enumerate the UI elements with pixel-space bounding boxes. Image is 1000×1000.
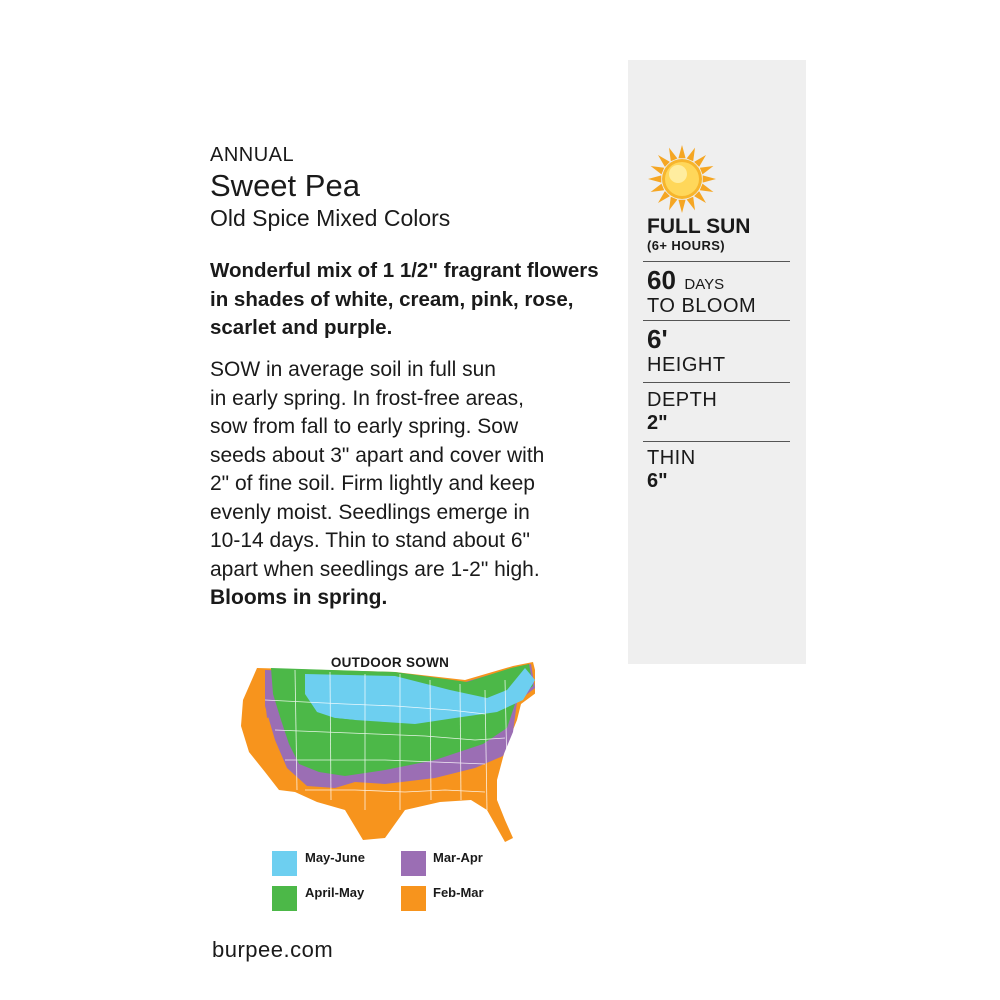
instruction-line: in early spring. In frost-free areas, [210, 386, 524, 410]
instruction-line: SOW in average soil in full sun [210, 358, 496, 381]
sun-ray [648, 175, 661, 182]
bloom-label: TO BLOOM [647, 295, 757, 317]
divider [643, 261, 790, 262]
height-label: HEIGHT [647, 354, 726, 376]
sun-ray [678, 145, 685, 158]
plant-category: ANNUAL [210, 144, 295, 166]
sun-hours: (6+ HOURS) [647, 238, 726, 253]
sowing-instructions [210, 356, 610, 613]
divider [643, 320, 790, 321]
sun-ray [703, 175, 716, 182]
instruction-line: seeds about 3" apart and cover with [210, 443, 545, 467]
sun-ray [687, 197, 695, 211]
divider [643, 382, 790, 383]
legend-label-april-may: April-May [305, 885, 365, 900]
sun-requirement: FULL SUN [647, 215, 751, 238]
legend-swatch-april-may [272, 886, 297, 911]
legend-swatch-may-june [272, 851, 297, 876]
thin-label: THIN [647, 447, 696, 469]
highlight-text: Wonderful mix of 1 1/2" fragrant flowers in shades of white, cream, pink, rose, scarlet and purple. [210, 259, 599, 339]
bloom-days-unit: DAYS [684, 276, 725, 293]
bloom-days-value: 60 [647, 265, 676, 295]
plant-title: Sweet Pea [210, 168, 360, 203]
legend-swatch-feb-mar [401, 886, 426, 911]
divider [643, 441, 790, 442]
legend-label-mar-apr: Mar-Apr [433, 850, 483, 865]
legend-swatch-mar-apr [401, 851, 426, 876]
thin-value: 6" [647, 470, 668, 492]
instruction-line: 10-14 days. Thin to stand about 6" [210, 529, 530, 552]
sun-icon [647, 144, 717, 214]
instruction-line: evenly moist. Seedlings emerge in [210, 500, 530, 524]
sun-ray [678, 200, 685, 213]
legend-label-may-june: May-June [305, 850, 365, 865]
height-value: 6' [647, 324, 668, 354]
bloom-season: Blooms in spring. [210, 586, 388, 609]
days-to-bloom [647, 265, 724, 296]
sun-ray [700, 166, 714, 174]
map-title: OUTDOOR SOWN [330, 655, 450, 670]
sun-ray [700, 184, 714, 192]
instruction-line: apart when seedlings are 1-2" high. [210, 557, 540, 581]
depth-label: DEPTH [647, 389, 718, 411]
planting-zone-map [235, 660, 535, 850]
legend-label-feb-mar: Feb-Mar [433, 885, 484, 900]
footer-website: burpee.com [212, 937, 334, 962]
sun-ray [669, 148, 677, 162]
depth-value: 2" [647, 412, 668, 434]
instruction-line: 2" of fine soil. Firm lightly and keep [210, 472, 535, 495]
sun-ray [669, 197, 677, 211]
plant-variety: Old Spice Mixed Colors [210, 205, 451, 231]
sun-ray [651, 166, 665, 174]
sun-ray [687, 148, 695, 162]
instruction-line: sow from fall to early spring. Sow [210, 415, 519, 438]
sun-ray [651, 184, 665, 192]
